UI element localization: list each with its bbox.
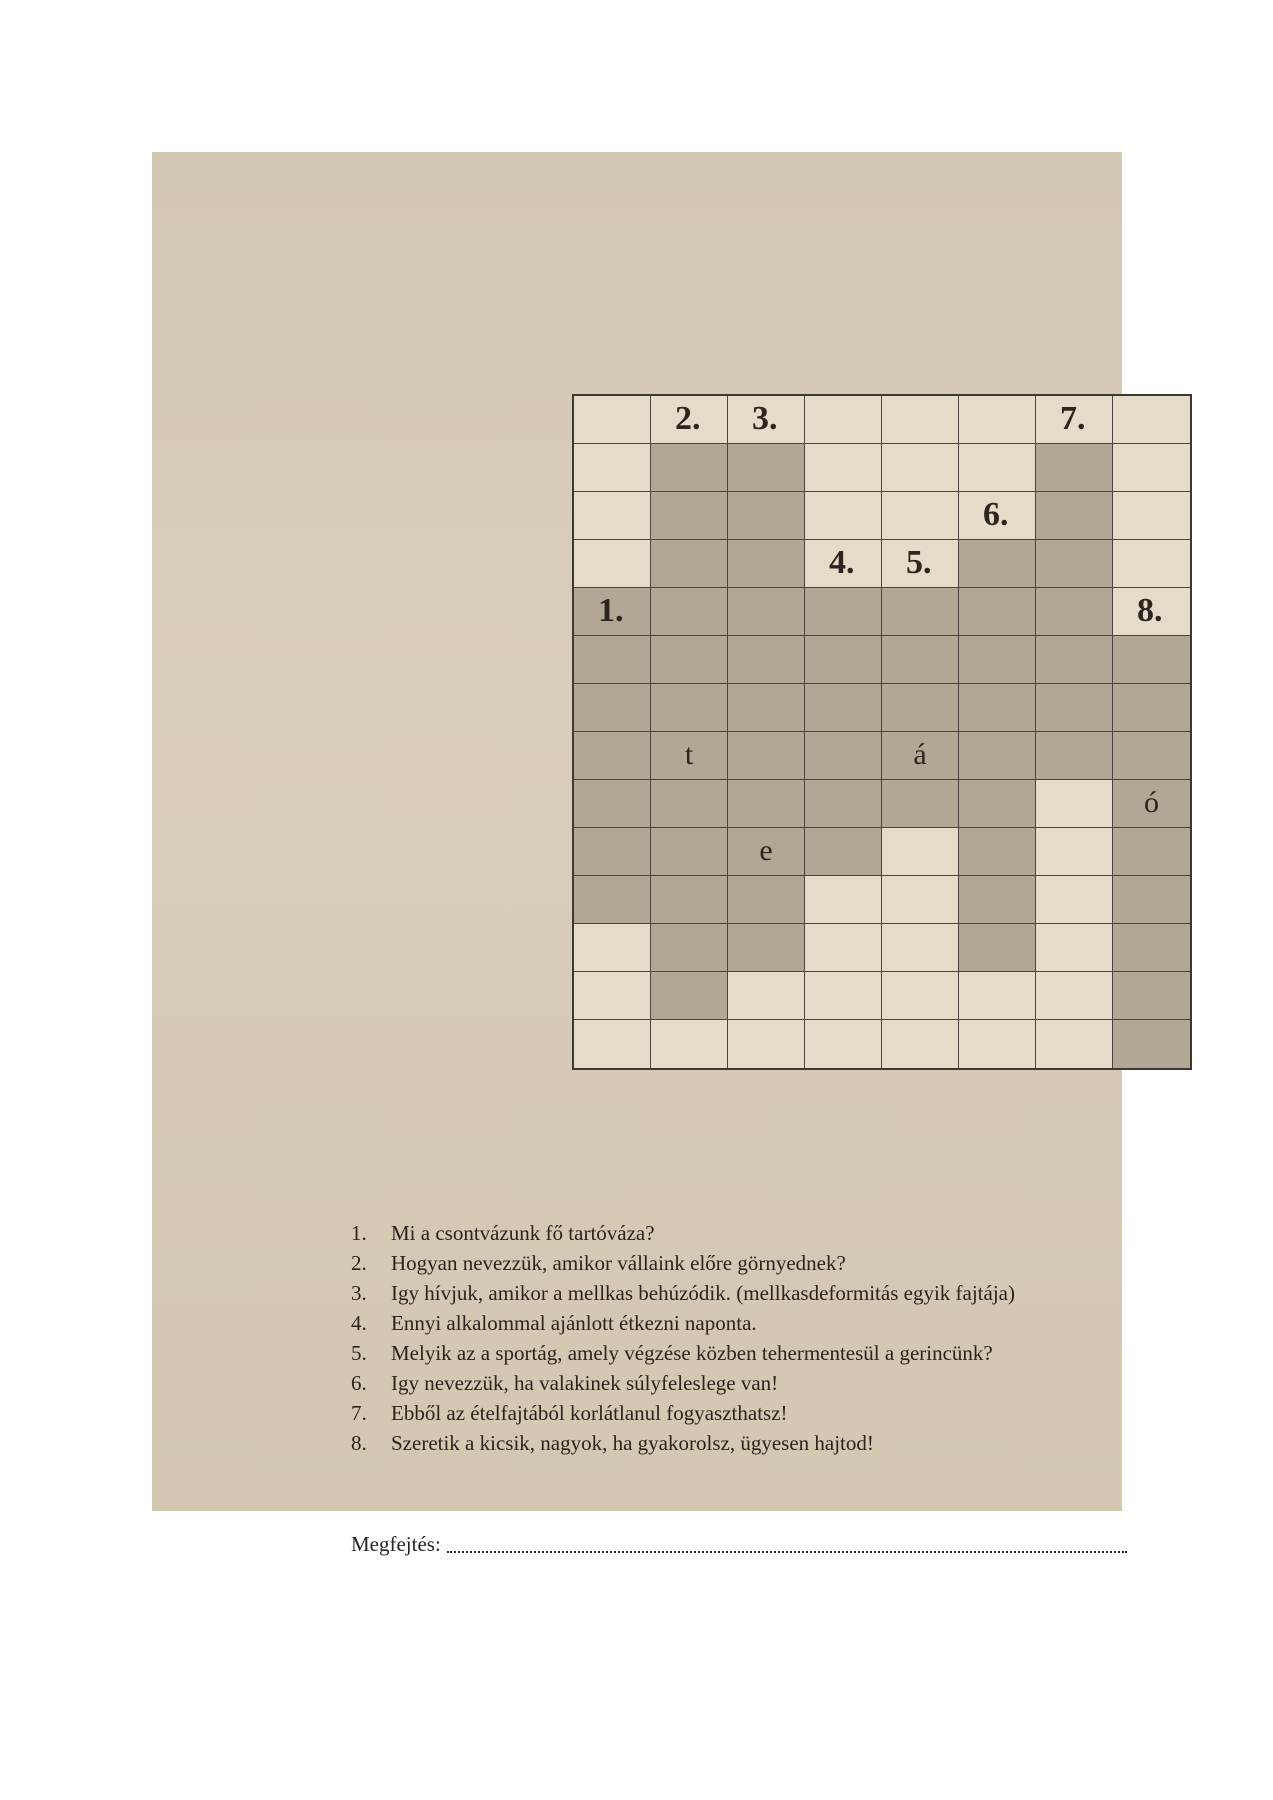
crossword-cell[interactable]	[1036, 828, 1113, 876]
crossword-cell[interactable]	[882, 636, 959, 684]
crossword-cell[interactable]	[651, 732, 728, 780]
crossword-cell[interactable]	[1113, 684, 1190, 732]
crossword-cell[interactable]	[651, 684, 728, 732]
crossword-cell[interactable]	[1036, 780, 1113, 828]
crossword-cell[interactable]	[882, 972, 959, 1020]
crossword-cell[interactable]	[1036, 1020, 1113, 1068]
crossword-cell[interactable]	[1113, 588, 1190, 636]
crossword-cell[interactable]	[882, 588, 959, 636]
crossword-cell[interactable]	[1113, 924, 1190, 972]
clue-number-label: 1.	[598, 592, 624, 629]
crossword-cell[interactable]	[651, 828, 728, 876]
worksheet-paper	[152, 152, 1163, 1556]
crossword-cell[interactable]	[728, 732, 805, 780]
crossword-grid	[572, 394, 1192, 1070]
crossword-cell[interactable]	[959, 828, 1036, 876]
crossword-cell[interactable]	[728, 444, 805, 492]
crossword-cell[interactable]	[882, 732, 959, 780]
crossword-cell[interactable]	[805, 1020, 882, 1068]
crossword-cell[interactable]	[1036, 396, 1113, 444]
crossword-cell[interactable]	[651, 924, 728, 972]
crossword-cell[interactable]	[651, 636, 728, 684]
clue-item-text: Ebből az ételfajtából korlátlanul fogyaszthatsz!	[391, 1401, 788, 1425]
crossword-cell[interactable]	[959, 876, 1036, 924]
crossword-cell[interactable]	[651, 1020, 728, 1068]
crossword-cell[interactable]	[805, 876, 882, 924]
crossword-cell[interactable]	[574, 732, 651, 780]
crossword-cell[interactable]	[574, 540, 651, 588]
crossword-cell[interactable]	[959, 972, 1036, 1020]
clue-number-label: 7.	[1060, 400, 1086, 437]
crossword-cell[interactable]	[959, 780, 1036, 828]
crossword-cell[interactable]	[805, 684, 882, 732]
crossword-cell[interactable]	[882, 492, 959, 540]
solution-line	[351, 1532, 1127, 1557]
crossword-cell[interactable]	[1113, 828, 1190, 876]
crossword-cell[interactable]	[728, 876, 805, 924]
crossword-cell[interactable]	[728, 492, 805, 540]
crossword-cell[interactable]	[728, 684, 805, 732]
clue-number-label: 4.	[829, 544, 855, 581]
crossword-cell[interactable]	[651, 876, 728, 924]
solution-label: Megfejtés:	[351, 1532, 441, 1556]
crossword-cell[interactable]	[959, 396, 1036, 444]
crossword-cell[interactable]	[651, 396, 728, 444]
crossword-cell[interactable]	[805, 780, 882, 828]
crossword-cell[interactable]	[959, 924, 1036, 972]
clue-item-text: Hogyan nevezzük, amikor vállaink előre görnyednek?	[391, 1251, 846, 1275]
crossword-cell[interactable]	[882, 876, 959, 924]
crossword-cell[interactable]	[574, 876, 651, 924]
crossword-cell[interactable]	[882, 396, 959, 444]
crossword-cell[interactable]	[574, 396, 651, 444]
crossword-cell[interactable]	[1036, 636, 1113, 684]
crossword-cell[interactable]	[1113, 876, 1190, 924]
crossword-cell[interactable]	[574, 924, 651, 972]
clue-number-label: 5.	[906, 544, 932, 581]
crossword-cell[interactable]	[805, 924, 882, 972]
clue-list	[351, 1218, 1015, 1458]
crossword-cell[interactable]	[574, 1020, 651, 1068]
clue-item	[351, 1218, 1015, 1248]
crossword-cell[interactable]	[805, 828, 882, 876]
crossword-cell[interactable]	[728, 924, 805, 972]
crossword-cell[interactable]	[574, 444, 651, 492]
crossword-cell[interactable]	[805, 588, 882, 636]
crossword-cell[interactable]	[805, 492, 882, 540]
crossword-cell[interactable]	[882, 444, 959, 492]
crossword-cell[interactable]	[882, 828, 959, 876]
clue-item-number: 6.	[351, 1371, 367, 1395]
clue-item-text: Szeretik a kicsik, nagyok, ha gyakorolsz, ügyesen hajtod!	[391, 1431, 874, 1455]
clue-item-text: Mi a csontvázunk fő tartóváza?	[391, 1221, 655, 1245]
crossword-cell[interactable]	[574, 780, 651, 828]
clue-number-label: 8.	[1137, 592, 1163, 629]
crossword-cell[interactable]	[651, 972, 728, 1020]
crossword-cell[interactable]	[805, 636, 882, 684]
crossword-cell[interactable]	[574, 828, 651, 876]
crossword-cell[interactable]	[574, 972, 651, 1020]
crossword-cell[interactable]	[1113, 972, 1190, 1020]
crossword-cell[interactable]	[728, 540, 805, 588]
crossword-cell[interactable]	[959, 444, 1036, 492]
clue-number-label: 6.	[983, 496, 1009, 533]
crossword-cell[interactable]	[959, 1020, 1036, 1068]
clue-item	[351, 1428, 1015, 1458]
crossword-cell[interactable]	[959, 588, 1036, 636]
crossword-cell[interactable]	[728, 636, 805, 684]
crossword-cell[interactable]	[1036, 588, 1113, 636]
clue-item-text: Ennyi alkalommal ajánlott étkezni naponta.	[391, 1311, 757, 1335]
crossword-cell[interactable]	[959, 636, 1036, 684]
crossword-cell[interactable]	[1036, 924, 1113, 972]
crossword-cell[interactable]	[1113, 492, 1190, 540]
crossword-cell[interactable]	[959, 540, 1036, 588]
clue-number-label: 2.	[675, 400, 701, 437]
crossword-cell[interactable]	[651, 540, 728, 588]
crossword-cell[interactable]	[1036, 732, 1113, 780]
clue-item	[351, 1368, 1015, 1398]
crossword-cell[interactable]	[728, 828, 805, 876]
clue-item-number: 3.	[351, 1281, 367, 1305]
crossword-cell[interactable]	[651, 780, 728, 828]
crossword-cell[interactable]	[574, 684, 651, 732]
crossword-cell[interactable]	[1036, 684, 1113, 732]
crossword-cell[interactable]	[1113, 732, 1190, 780]
clue-item	[351, 1248, 1015, 1278]
crossword-cell[interactable]	[805, 444, 882, 492]
clue-item-text: Igy nevezzük, ha valakinek súlyfeleslege van!	[391, 1371, 779, 1395]
given-letter: ó	[1144, 786, 1159, 819]
clue-item-number: 1.	[351, 1221, 367, 1245]
crossword-cell[interactable]	[651, 588, 728, 636]
clue-item-text: Melyik az a sportág, amely végzése közben tehermentesül a gerincünk?	[391, 1341, 993, 1365]
crossword-cell[interactable]	[728, 972, 805, 1020]
crossword-cell[interactable]	[805, 972, 882, 1020]
crossword-cell[interactable]	[574, 636, 651, 684]
crossword-cell[interactable]	[805, 732, 882, 780]
crossword-cell[interactable]	[805, 396, 882, 444]
crossword-cell[interactable]	[1113, 444, 1190, 492]
clue-item-number: 5.	[351, 1341, 367, 1365]
clue-item	[351, 1398, 1015, 1428]
given-letter: e	[759, 834, 773, 867]
crossword-cell[interactable]	[882, 1020, 959, 1068]
crossword-cell[interactable]	[728, 396, 805, 444]
clue-item-number: 4.	[351, 1311, 367, 1335]
clue-number-label: 3.	[752, 400, 778, 437]
crossword-cell[interactable]	[1113, 396, 1190, 444]
clue-item-number: 2.	[351, 1251, 367, 1275]
crossword-cell[interactable]	[959, 684, 1036, 732]
crossword-cell[interactable]	[1113, 636, 1190, 684]
crossword-cell[interactable]	[882, 684, 959, 732]
crossword-cell[interactable]	[651, 444, 728, 492]
crossword-cell[interactable]	[959, 732, 1036, 780]
crossword-cell[interactable]	[1113, 540, 1190, 588]
crossword-cell[interactable]	[959, 492, 1036, 540]
clue-item-number: 8.	[351, 1431, 367, 1455]
crossword-cell[interactable]	[1036, 540, 1113, 588]
given-letter: t	[684, 738, 694, 771]
crossword-cell[interactable]	[728, 588, 805, 636]
crossword-cell[interactable]	[1036, 444, 1113, 492]
crossword-cell[interactable]	[1036, 492, 1113, 540]
crossword-cell[interactable]	[651, 492, 728, 540]
crossword-cell[interactable]	[728, 780, 805, 828]
crossword-cell[interactable]	[1113, 1020, 1190, 1068]
crossword-cell[interactable]	[574, 588, 651, 636]
crossword-cell[interactable]	[1036, 876, 1113, 924]
solution-dotted-blank	[447, 1551, 1127, 1553]
clue-item	[351, 1278, 1015, 1308]
crossword-cell[interactable]	[728, 1020, 805, 1068]
given-letter: á	[913, 738, 927, 771]
crossword-cell[interactable]	[1036, 972, 1113, 1020]
crossword-cell[interactable]	[882, 780, 959, 828]
crossword-cell[interactable]	[882, 924, 959, 972]
clue-item-number: 7.	[351, 1401, 367, 1425]
crossword-cell[interactable]	[805, 540, 882, 588]
clue-item	[351, 1338, 1015, 1368]
clue-item-text: Igy hívjuk, amikor a mellkas behúzódik. (mellkasdeformitás egyik fajtája)	[391, 1281, 1015, 1305]
clue-item	[351, 1308, 1015, 1338]
crossword-cell[interactable]	[574, 492, 651, 540]
crossword-cell[interactable]	[882, 540, 959, 588]
crossword-cell[interactable]	[1113, 780, 1190, 828]
